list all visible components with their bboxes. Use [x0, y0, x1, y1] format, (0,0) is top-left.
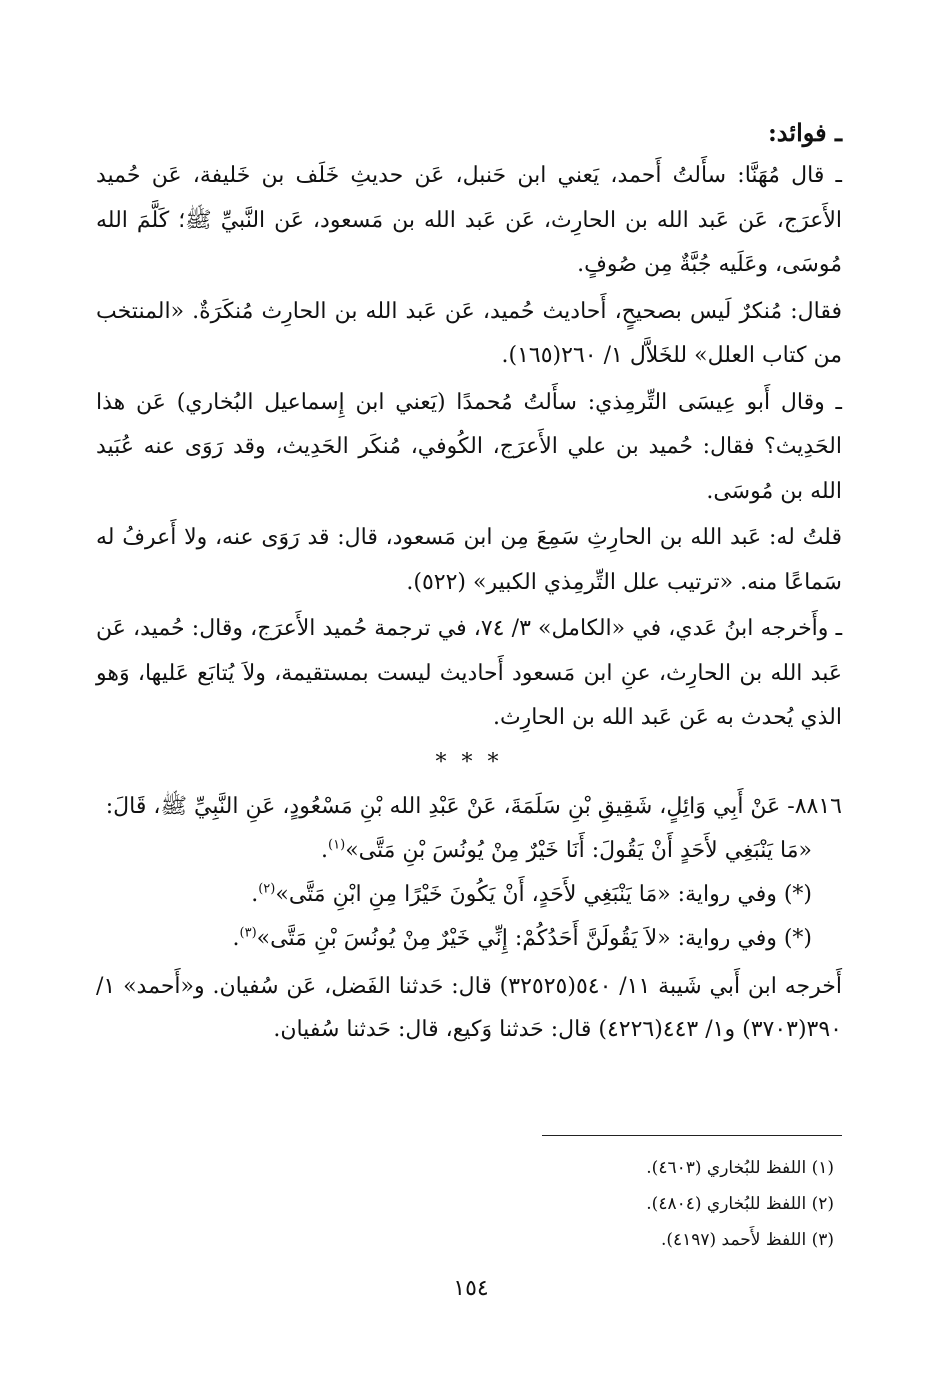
footnotes [400, 1150, 834, 1258]
hadith-sources: أَخرجه ابن أَبي شَيبة ١١/ ٥٤٠(٣٢٥٢٥) قال: حَدثنا الفَضل، عَن سُفيان. و«أَحمد» ١/ ٣٩٠(٣٧٠٣) و١/ ٤٤٣(٤٢٢٦) قال: حَدثنا وَكيع، قال: حَدثنا سُفيان. [96, 974, 843, 1042]
footnote-ref: (٣) [239, 925, 257, 941]
paragraph-tirmidhi-reply [96, 516, 842, 605]
page-number: ١٥٤ [453, 1276, 489, 1301]
footnote-ref: (٢) [258, 881, 276, 897]
page-body [96, 112, 842, 1051]
paragraph-text: ـ قال مُهَنَّا: سأَلتُ أَحمد، يَعني ابن حَنبل، عَن حديثِ خَلَف بن خَليفة، عَن حُميد الأَعرَج، عَن عَبد الله بن الحارِث، عَن عَبد الله بن مَسعود، عَن النَّبيِّ ﷺ؛ كَلَّمَ الله مُوسَى، وعَلَيه جُبَّةٌ مِن صُوفٍ. [96, 163, 842, 277]
footnote-divider [542, 1135, 842, 1136]
quote-end: . [232, 926, 240, 951]
hadith-number: ٨٨١٦ [794, 793, 842, 819]
paragraph-text: ـ وأَخرجه ابنُ عَدي، في «الكامل» ٣/ ٧٤، في ترجمة حُميد الأَعرَج، وقال: حُميد، عَن عَبد الله بن الحارِث، عنِ ابن مَسعود أَحاديث ليست بمستقيمة، ولاَ يُتابَع عَليها، وَهو الذي يُحدث به عَن عَبد الله بن الحارِث. [96, 616, 843, 730]
paragraph-text: قلتُ له: عَبد الله بن الحارِثِ سَمِعَ مِن ابن مَسعود، قال: قد رَوَى عنه، ولا أَعرفُ له سَماعًا منه. «ترتيب علل التِّرمِذي الكبير» (٥٢٢). [96, 525, 842, 595]
hadith-variant [96, 917, 842, 961]
hadith-chain [96, 785, 842, 830]
footnote-item: (٣) اللفظ لأَحمد (٤١٩٧). [660, 1230, 834, 1250]
paragraph-tirmidhi [96, 381, 842, 515]
paragraph-ibn-adi [96, 607, 842, 741]
paragraph-muhanna [96, 154, 842, 288]
quote-end: . [321, 838, 329, 863]
hadith-text: - عَنْ أَبِي وَائِلٍ، شَقِيقِ بْنِ سَلَمَةَ، عَنْ عَبْدِ الله بْنِ مَسْعُودٍ، عَنِ النَّبِيِّ ﷺ، قَالَ: [105, 793, 795, 819]
footnote-ref: (١) [328, 837, 346, 853]
footnote-item: (٢) اللفظ للبُخاري (٤٨٠٤). [646, 1194, 834, 1214]
quote-end: . [251, 882, 259, 907]
quote-text: (*) وفي رواية: «مَا يَنْبَغِي لأَحَدٍ، أَنْ يَكُونَ خَيْرًا مِنِ ابْنِ مَتَّى» [275, 882, 812, 907]
paragraph-text: ـ وقال أَبو عِيسَى التِّرمِذي: سأَلتُ مُحمدًا (يَعني ابن إِسماعيل البُخاري) عَن هذا الحَدِيث؟ فقال: حُميد بن علي الأَعرَج، الكُوفي، مُنكَر الحَدِيث، وقد رَوَى عنه عُبَيد الله بن مُوسَى. [96, 389, 842, 504]
quote-text: (*) وفي رواية: «لاَ يَقُولَنَّ أَحَدُكُمْ: إِنِّي خَيْرٌ مِنْ يُونُسَ بْنِ مَتَّى» [256, 926, 812, 951]
section-separator: * * * [435, 749, 503, 775]
quote-text: «مَا يَنْبَغِي لأَحَدٍ أَنْ يَقُولَ: أَنَا خَيْرٌ مِنْ يُونُسَ بْنِ مَتَّى» [345, 838, 812, 863]
hadith-quote [96, 829, 842, 873]
paragraph-ahmad-verdict [96, 290, 842, 379]
section-heading: ـ فوائد: [767, 118, 842, 147]
paragraph-text: فقال: مُنكرٌ لَيس بصحيحٍ، أَحاديث حُميد، عَن عَبد الله بن الحارِث مُنكَرَةٌ. «المنتخب من كتاب العلل» للخَلاَّل ١/ ٢٦٠(١٦٥). [96, 298, 842, 368]
hadith-variant [96, 873, 842, 917]
footnote-item: (١) اللفظ للبُخاري (٤٦٠٣). [646, 1158, 834, 1178]
